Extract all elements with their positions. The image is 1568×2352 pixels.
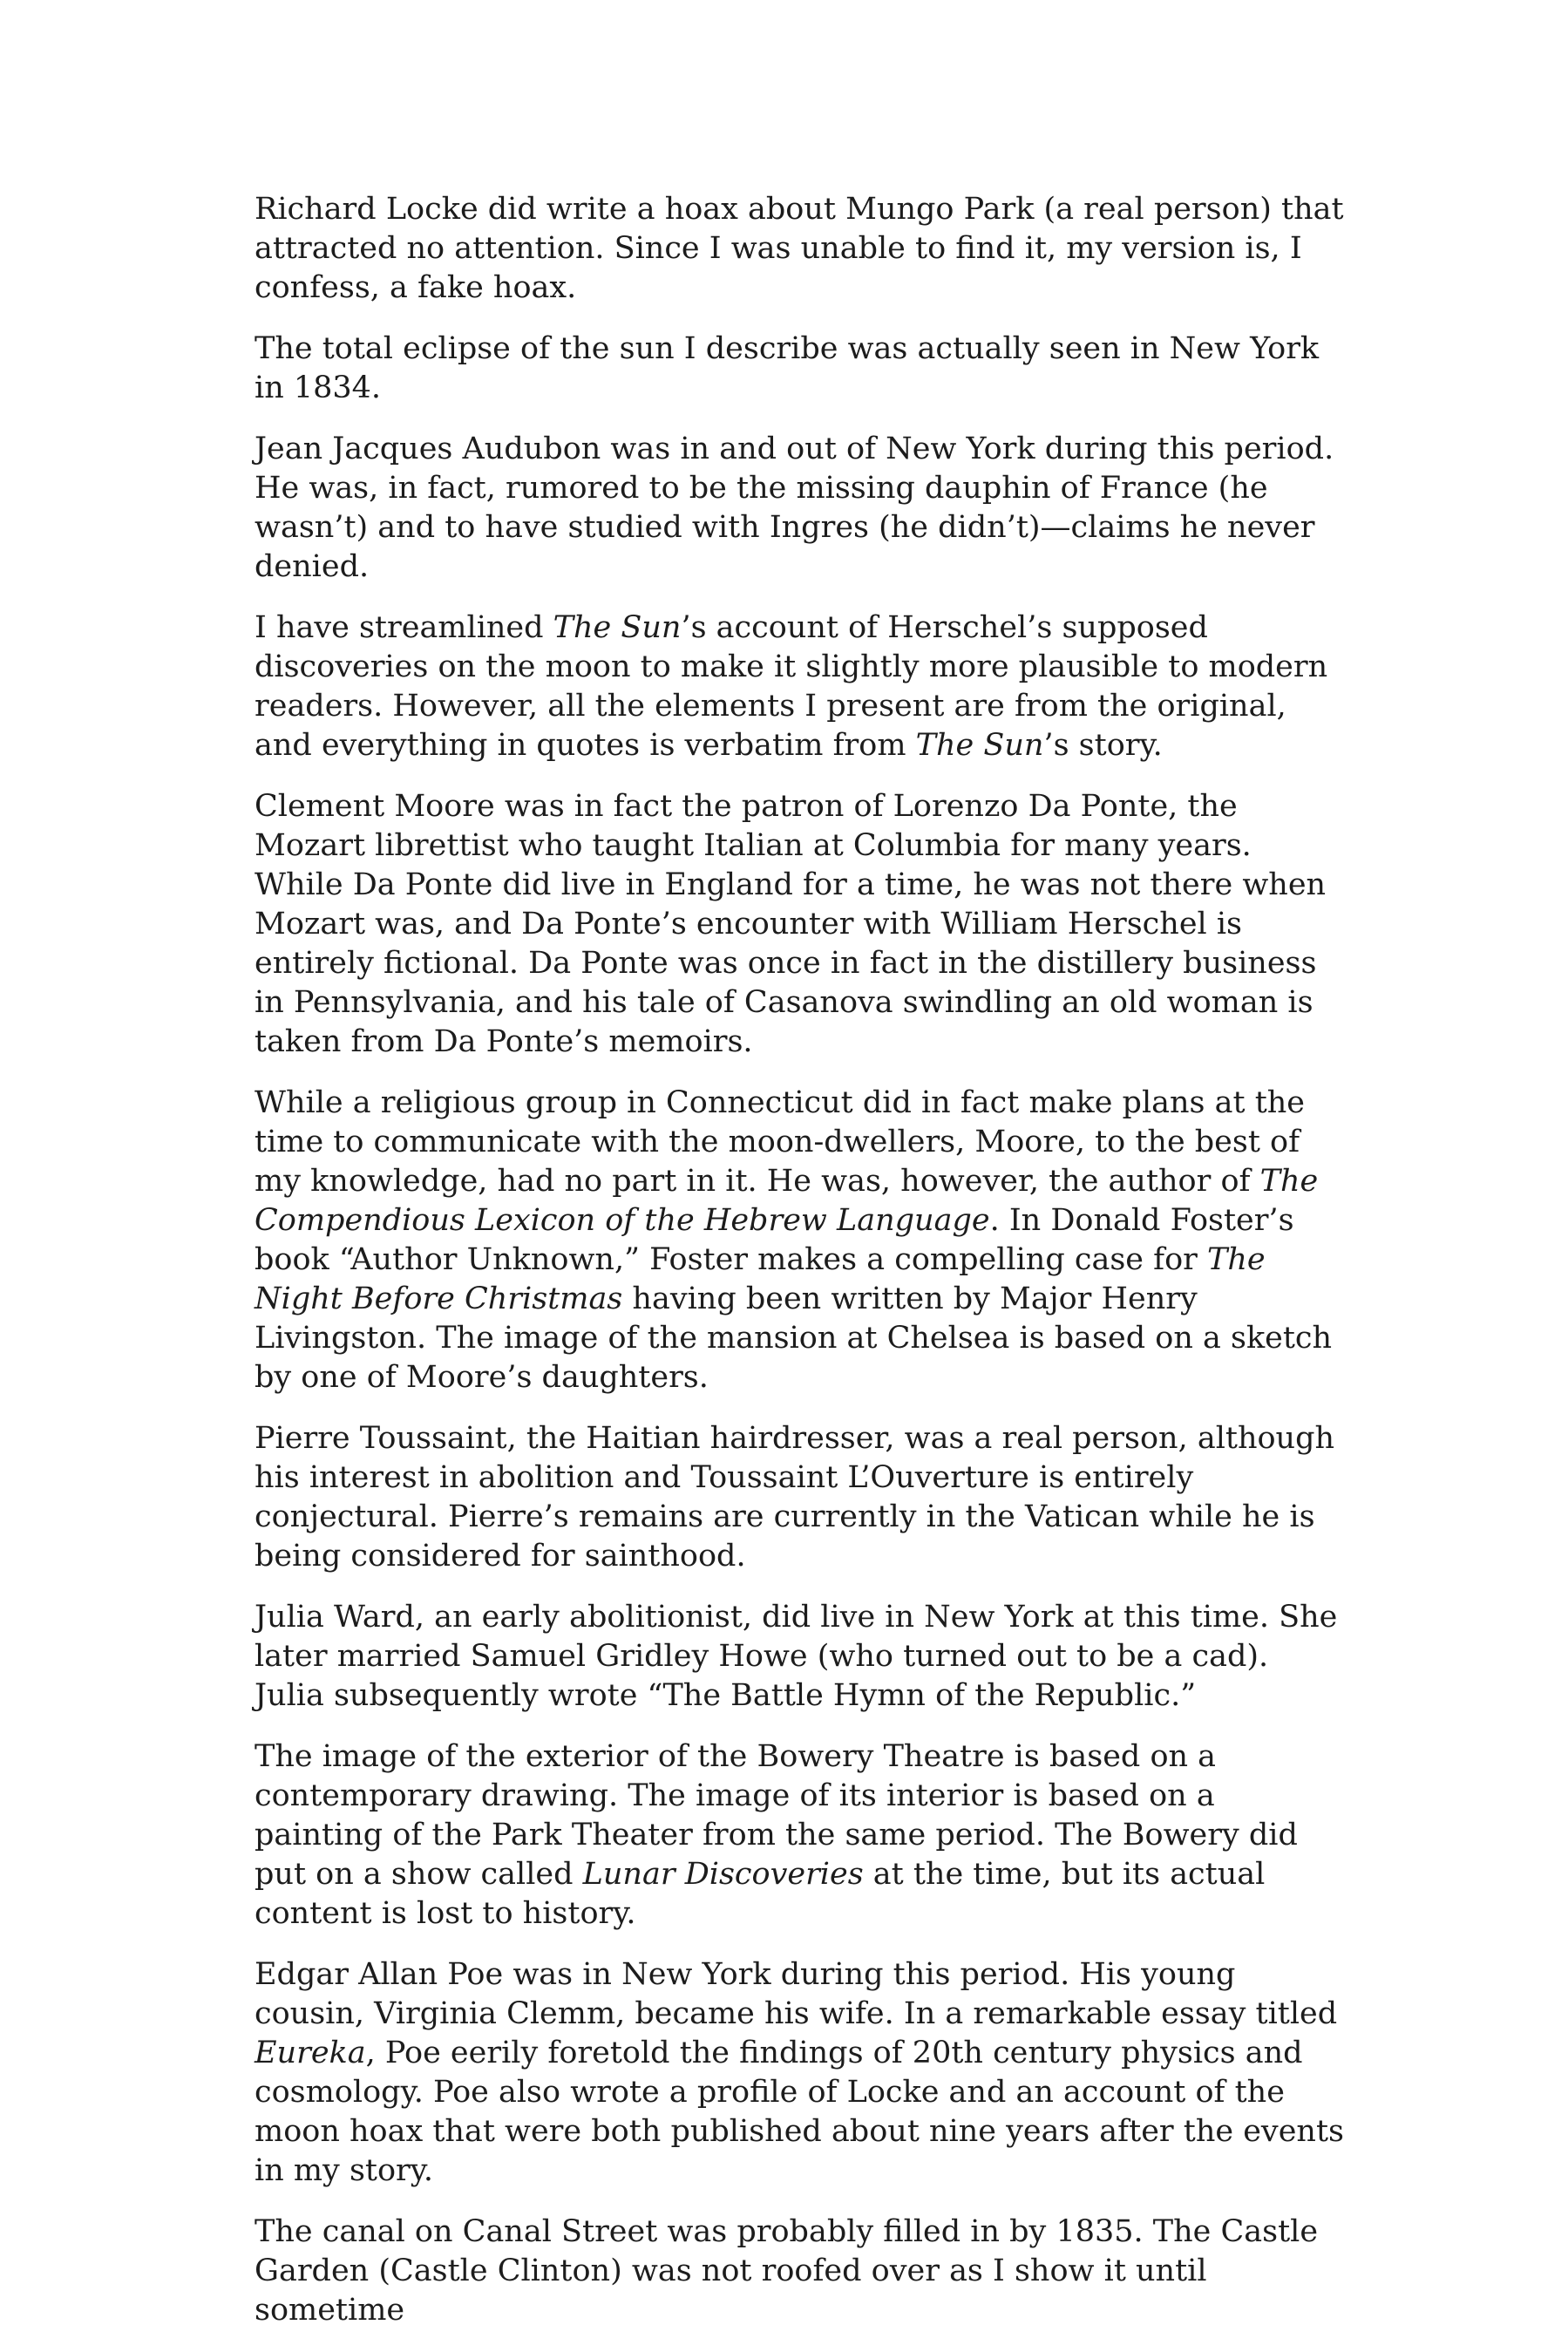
italic-title-text: The Sun [553, 610, 682, 645]
paragraph [255, 787, 1344, 1062]
italic-title-text: The Compendious Lexicon of the Hebrew Language [255, 1164, 1319, 1238]
paragraph [255, 1598, 1344, 1716]
paragraph [255, 330, 1344, 408]
paragraph-text: Edgar Allan Poe was in New York during this period. His young cousin, Virginia Clemm, became his wife. In a remarkable essay titled [255, 1957, 1338, 2031]
paragraph [255, 1084, 1344, 1397]
italic-title-text: Eureka [255, 2036, 366, 2070]
paragraph-text: I have streamlined [255, 610, 553, 645]
paragraph-text: Richard Locke did write a hoax about Mungo Park (a real person) that attracted no attention. Since I was unable to find it, my version is, I confess, a fake hoax. [255, 192, 1344, 305]
italic-title-text: The Sun [915, 728, 1044, 763]
paragraph-text: The total eclipse of the sun I describe was actually seen in New York in 1834. [255, 331, 1320, 405]
paragraph [255, 2213, 1344, 2330]
paragraph-text: having been written by Major Henry Livingston. The image of the mansion at Chelsea is based on a sketch by one of Moore’s daughters. [255, 1281, 1333, 1395]
italic-title-text: The Night Before Christmas [255, 1242, 1266, 1316]
paragraph-text: ’s account of Herschel’s supposed discoveries on the moon to make it slightly more plausible to modern readers. However, all the elements I present are from the original, and everything in quotes is verbatim from [255, 610, 1328, 763]
paragraph-text: , Poe eerily foretold the findings of 20th century physics and cosmology. Poe also wrote a profile of Locke and an account of the moon hoax that were both published about nine years after the events in my story. [255, 2036, 1344, 2188]
paragraph-text: The image of the exterior of the Bowery Theatre is based on a contemporary drawing. The image of its interior is based on a painting of the Park Theater from the same period. The Bowery did put on a show called [255, 1739, 1298, 1892]
paragraph-text: Julia Ward, an early abolitionist, did live in New York at this time. She later married Samuel Gridley Howe (who turned out to be a cad). Julia subsequently wrote “The Battle Hymn of the Republic.” [255, 1600, 1338, 1713]
paragraph [255, 1737, 1344, 1934]
paragraph-text: Clement Moore was in fact the patron of Lorenzo Da Ponte, the Mozart librettist who taught Italian at Columbia for many years. While Da Ponte did live in England for a time, he was not there when Mozart was, and Da Ponte’s encounter with William Herschel is entirely fictional. Da Ponte was once in fact in the distillery business in Pennsylvania, and his tale of Casanova swindling an old woman is taken from Da Ponte’s memoirs. [255, 789, 1327, 1059]
paragraph-text: at the time, but its actual content is lost to history. [255, 1857, 1266, 1931]
paragraph [255, 1955, 1344, 2191]
paragraph [255, 190, 1344, 308]
body-text [255, 190, 1344, 2352]
paragraph [255, 608, 1344, 765]
paragraph-text: Pierre Toussaint, the Haitian hairdresser, was a real person, although his interest in abolition and Toussaint L’Ouverture is entirely conjectural. Pierre’s remains are currently in the Vatican while he is being considered for sainthood. [255, 1421, 1335, 1574]
italic-title-text: Lunar Discoveries [582, 1857, 864, 1892]
paragraph-text: While a religious group in Connecticut did in fact make plans at the time to communicate with the moon-dwellers, Moore, to the best of my knowledge, had no part in it. He was, however, the author of [255, 1085, 1306, 1199]
paragraph-text: . In Donald Foster’s book “Author Unknown,” Foster makes a compelling case for [255, 1203, 1294, 1277]
paragraph-text: ’s story. [1043, 728, 1163, 763]
paragraph-text: The canal on Canal Street was probably filled in by 1835. The Castle Garden (Castle Clinton) was not roofed over as I show it until sometime [255, 2214, 1319, 2328]
paragraph [255, 1419, 1344, 1576]
paragraph-text: Jean Jacques Audubon was in and out of New York during this period. He was, in fact, rumored to be the missing dauphin of France (he wasn’t) and to have studied with Ingres (he didn’t)—claims he never denied. [255, 432, 1334, 584]
paragraph [255, 430, 1344, 587]
